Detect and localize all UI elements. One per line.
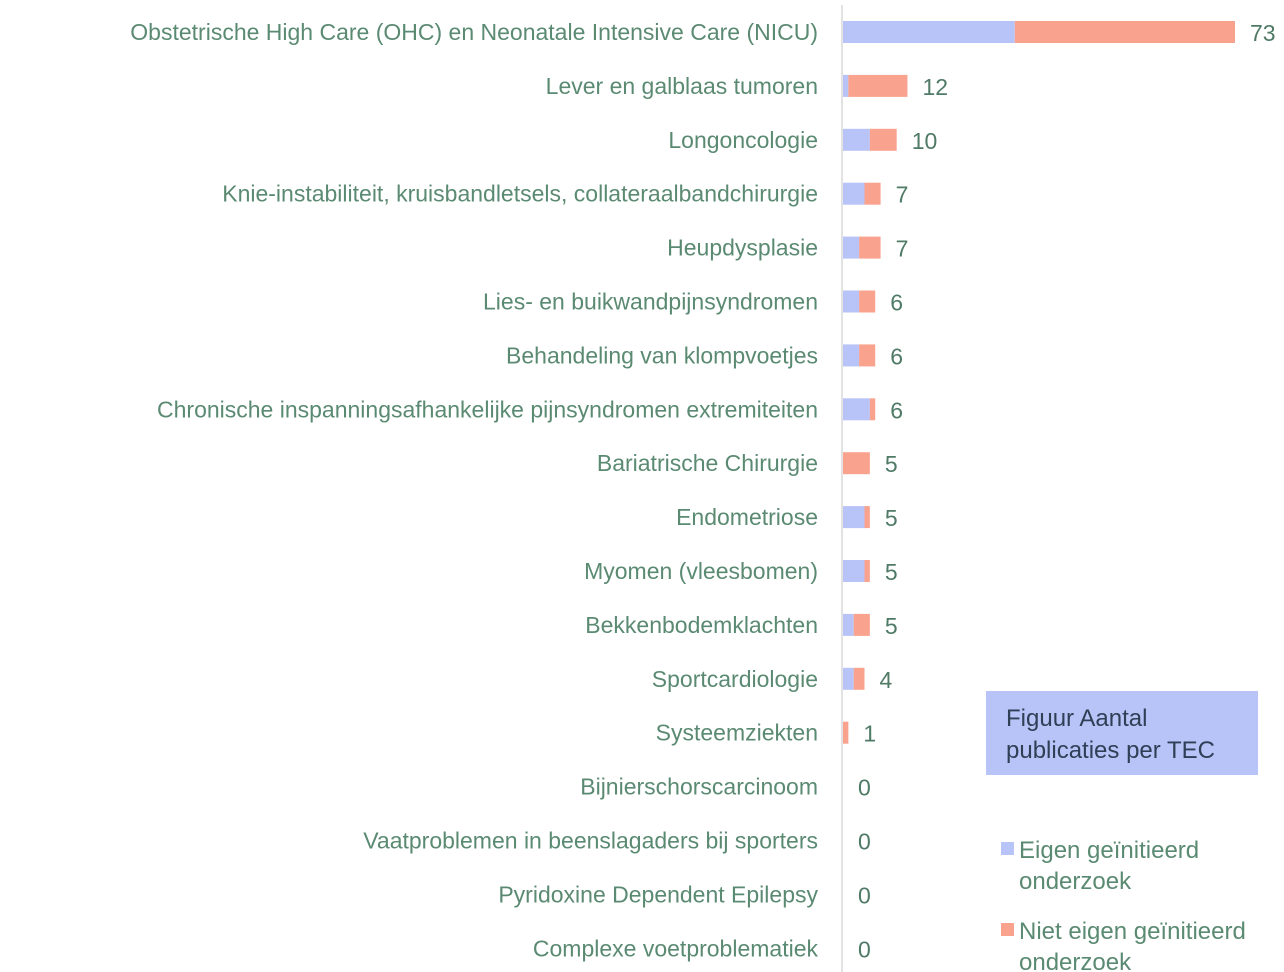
category-label: Knie-instabiliteit, kruisbandletsels, collateraalbandchirurgie xyxy=(222,180,818,207)
category-label: Obstetrische High Care (OHC) en Neonatale Intensive Care (NICU) xyxy=(130,19,818,45)
data-label-total: 5 xyxy=(884,612,898,639)
bar-niet-eigen xyxy=(870,398,875,420)
category-label: Bekkenbodemklachten xyxy=(585,611,818,638)
data-label-total: 7 xyxy=(895,235,909,262)
data-label-total: 73 xyxy=(1250,20,1276,46)
data-label-total: 4 xyxy=(879,666,893,693)
bar-eigen xyxy=(843,21,1015,43)
category-label: Heupdysplasie xyxy=(667,234,818,261)
category-label: Bariatrische Chirurgie xyxy=(596,450,818,477)
bar-niet-eigen xyxy=(1015,21,1235,43)
data-label-total: 6 xyxy=(890,397,904,424)
data-label-total: 7 xyxy=(895,181,909,208)
data-label-total: 0 xyxy=(858,774,871,801)
bar-niet-eigen xyxy=(864,506,869,528)
bar-niet-eigen xyxy=(843,452,870,474)
data-label-total: 6 xyxy=(890,289,904,316)
bar-eigen xyxy=(843,344,859,366)
category-label: Chronische inspanningsafhankelijke pijnsyndromen extremiteiten xyxy=(157,396,818,423)
category-label: Lever en galblaas tumoren xyxy=(545,72,818,99)
data-label-total: 5 xyxy=(884,505,898,532)
bar-niet-eigen xyxy=(854,668,865,690)
legend-label-eigen: Eigen geïnitieerd onderzoek xyxy=(1019,837,1200,895)
bar-niet-eigen xyxy=(864,560,869,582)
category-label: Endometriose xyxy=(676,504,818,531)
bar-niet-eigen xyxy=(843,722,848,744)
legend xyxy=(1001,837,1253,972)
bar-niet-eigen xyxy=(854,614,870,636)
data-label-total: 10 xyxy=(911,127,938,154)
legend-label-niet-eigen: Niet eigen geïnitieerd onderzoek xyxy=(1019,918,1246,972)
legend-swatch-niet-eigen xyxy=(1001,923,1014,936)
data-label-total: 5 xyxy=(884,451,898,478)
category-label: Behandeling van klompvoetjes xyxy=(506,342,818,369)
category-label: Myomen (vleesbomen) xyxy=(584,558,818,584)
data-label-total: 0 xyxy=(858,936,871,963)
bar-eigen xyxy=(843,291,859,313)
bar-eigen xyxy=(843,129,870,151)
category-label: Complexe voetproblematiek xyxy=(532,935,818,962)
bars-group xyxy=(843,21,1235,744)
bar-niet-eigen xyxy=(848,75,907,97)
bar-eigen xyxy=(843,506,864,528)
category-label: Lies- en buikwandpijnsyndromen xyxy=(483,288,818,315)
bar-niet-eigen xyxy=(864,183,880,205)
bar-eigen xyxy=(843,398,870,420)
bar-niet-eigen xyxy=(859,237,880,259)
bar-eigen xyxy=(843,75,848,97)
data-label-total: 0 xyxy=(858,882,871,909)
bar-niet-eigen xyxy=(870,129,897,151)
data-label-total: 1 xyxy=(863,720,877,747)
bar-niet-eigen xyxy=(859,344,875,366)
category-label: Bijnierschorscarcinoom xyxy=(580,773,818,800)
data-label-total: 5 xyxy=(884,559,898,585)
category-label: Pyridoxine Dependent Epilepsy xyxy=(498,881,818,908)
category-label: Sportcardiologie xyxy=(651,665,818,692)
data-label-total: 6 xyxy=(890,343,904,370)
bar-niet-eigen xyxy=(859,291,875,313)
category-label: Longoncologie xyxy=(668,126,818,153)
value-labels-group xyxy=(858,20,1276,962)
bar-eigen xyxy=(843,668,854,690)
legend-swatch-eigen xyxy=(1001,842,1014,855)
data-label-total: 0 xyxy=(858,828,871,855)
category-label: Vaatproblemen in beenslagaders bij sporters xyxy=(363,827,818,854)
bar-eigen xyxy=(843,237,859,259)
bar-eigen xyxy=(843,183,864,205)
bar-eigen xyxy=(843,560,864,582)
data-label-total: 12 xyxy=(922,73,949,100)
category-label: Systeemziekten xyxy=(655,719,818,746)
bar-eigen xyxy=(843,614,854,636)
figure-caption: Figuur Aantal publicaties per TEC xyxy=(986,691,1258,775)
category-labels-group xyxy=(130,19,818,961)
